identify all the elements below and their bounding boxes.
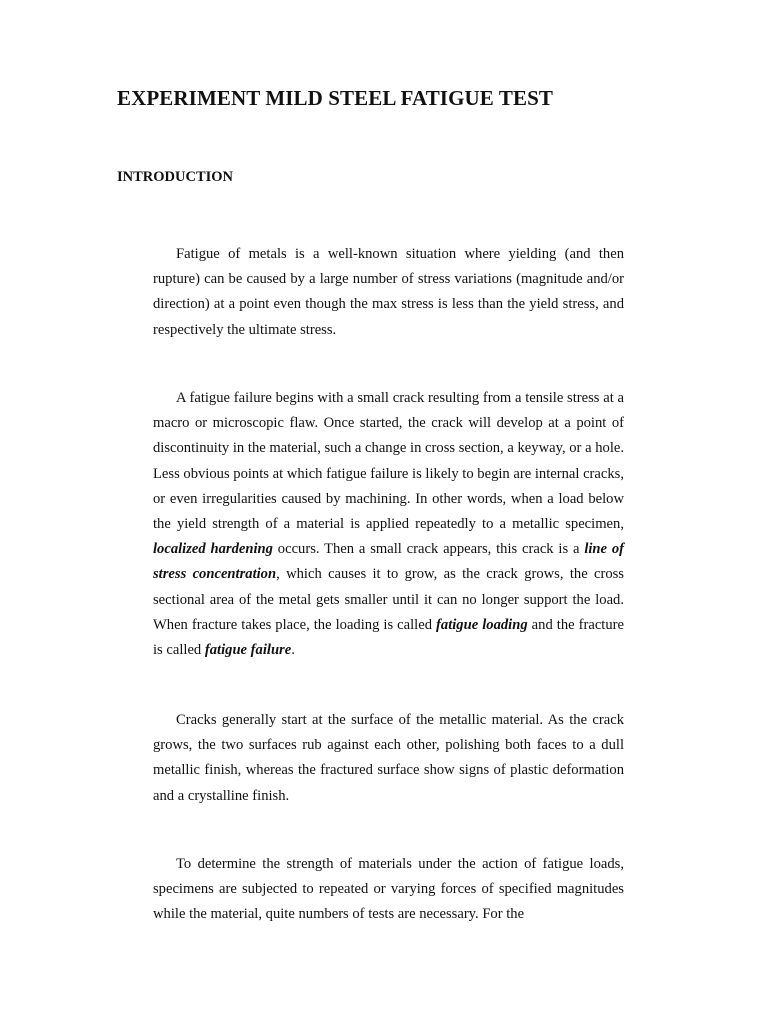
emphasis-line-of-stress-concentration: line of stress concentration <box>153 541 624 583</box>
emphasis-localized-hardening: localized hardening <box>153 541 273 558</box>
paragraph-fatigue-failure <box>153 386 624 663</box>
paragraph-text: , which causes it to grow, as the crack grows, the cross sectional area of the metal gets smaller until it can no longer support the load. When fracture takes place, the loading is called <box>153 566 624 633</box>
paragraph-fatigue-definition: Fatigue of metals is a well-known situation where yielding (and then rupture) can be caused by a large number of stress variations (magnitude and/or direction) at a point even though the max stress is less than the yield stress, and respectively the ultimate stress. <box>153 246 624 338</box>
paragraph-text: . <box>291 642 295 659</box>
paragraph-strength-testing: To determine the strength of materials under the action of fatigue loads, specimens are subjected to repeated or varying forces of specified magnitudes while the material, quite numbers of tests are necessary. For the <box>153 856 624 923</box>
paragraph-text: and the fracture is called <box>153 616 624 659</box>
emphasis-fatigue-failure: fatigue failure <box>204 642 292 659</box>
paragraph-text: occurs. Then a small crack appears, this crack is a <box>272 541 585 558</box>
emphasis-fatigue-loading: fatigue loading <box>436 616 528 633</box>
section-heading-introduction: INTRODUCTION <box>117 169 234 185</box>
paragraph-crack-surfaces: Cracks generally start at the surface of the metallic material. As the crack grows, the two surfaces rub against each other, polishing both faces to a dull metallic finish, whereas the fractured surface show signs of plastic deformation and a crystalline finish. <box>153 712 624 804</box>
paragraph-text: A fatigue failure begins with a small crack resulting from a tensile stress at a macro or microscopic flaw. Once started, the crack will develop at a point of discontinuity in the material, such a change in cross section, a keyway, or a hole. Less obvious points at which fatigue failure is likely to begin are internal cracks, or even irregularities caused by machining. In other words, when a load below the yield strength of a material is applied repeatedly to a metallic specimen, <box>153 390 624 533</box>
document-title: EXPERIMENT MILD STEEL FATIGUE TEST <box>117 86 553 110</box>
